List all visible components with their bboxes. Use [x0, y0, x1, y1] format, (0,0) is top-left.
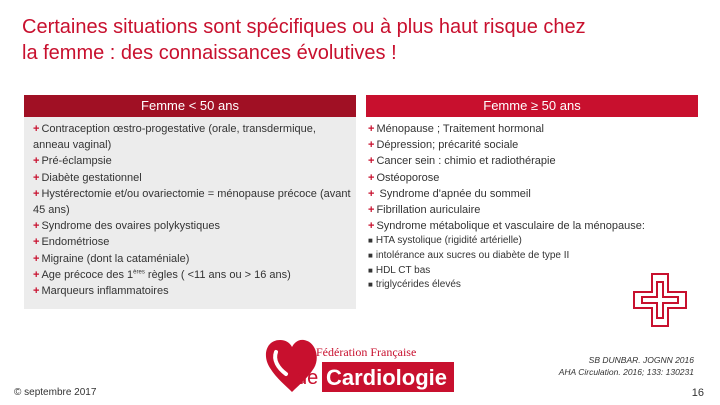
plus-icon: + [33, 268, 40, 281]
plus-icon: + [368, 139, 375, 152]
sub-list-item: ■ HTA systolique (rigidité artérielle) [368, 235, 522, 247]
reference-line-1: SB DUNBAR. JOGNN 2016 [588, 355, 694, 365]
plus-icon: + [368, 155, 375, 168]
bullet-icon: ■ [368, 265, 373, 275]
bullet-icon: ■ [368, 251, 373, 261]
right-column-header: Femme ≥ 50 ans [366, 95, 698, 117]
plus-icon: + [33, 171, 40, 184]
list-item: + Contraception œstro-progestative (orale, transdermique, anneau vaginal) [33, 123, 316, 152]
slide-title-line-1: Certaines situations sont spécifiques ou à plus haut risque chez [22, 16, 586, 38]
bullet-icon: ■ [368, 236, 373, 246]
medical-cross-icon [630, 270, 690, 330]
logo-federation-text: Fédération Française [316, 345, 417, 359]
reference-line-2: AHA Circulation. 2016; 133: 130231 [558, 367, 694, 377]
plus-icon: + [368, 187, 375, 200]
page-number: 16 [691, 387, 704, 399]
left-risk-list [33, 121, 353, 299]
plus-icon: + [33, 220, 40, 233]
sub-list-item: ■ HDL CT bas [368, 264, 431, 276]
list-item: + Endométriose [33, 236, 110, 249]
logo-cardiologie-text: Cardiologie [326, 365, 448, 390]
plus-icon: + [368, 123, 375, 135]
list-item: + Hystérectomie et/ou ovariectomie = ménopause précoce (avant 45 ans) [33, 187, 351, 217]
sub-list-item: ■ triglycérides élevés [368, 279, 461, 291]
list-item: + Dépression; précarité sociale [368, 139, 519, 152]
plus-icon: + [33, 155, 40, 168]
list-item: + Cancer sein : chimio et radiothérapie [368, 155, 556, 168]
sub-list-item: ■ intolérance aux sucres ou diabète de type II [368, 250, 570, 262]
logo-de-text: de [296, 367, 319, 389]
plus-icon: + [368, 220, 375, 233]
slide-title-line-2: la femme : des connaissances évolutives ! [22, 42, 397, 64]
list-item: + Syndrome d'apnée du sommeil [368, 187, 531, 200]
list-item: + Fibrillation auriculaire [368, 204, 481, 217]
plus-icon: + [33, 236, 40, 249]
list-item: + Syndrome des ovaires polykystiques [33, 220, 220, 233]
plus-icon: + [33, 252, 40, 265]
plus-icon: + [368, 204, 375, 217]
bullet-icon: ■ [368, 280, 373, 290]
slide-title [22, 14, 712, 66]
list-item: + Ostéoporose [368, 171, 440, 184]
list-item: + Pré-éclampsie [33, 155, 112, 168]
copyright: © septembre 2017 [14, 387, 97, 398]
list-item: + Marqueurs inflammatoires [33, 285, 169, 298]
list-item-age-menarche: + Age précoce des 1ères règles ( <11 ans ou > 16 ans) [33, 268, 291, 281]
references [394, 354, 694, 378]
list-item: + Migraine (dont la cataméniale) [33, 252, 190, 265]
list-item: + Ménopause ; Traitement hormonal [368, 123, 544, 135]
right-risk-list [368, 121, 698, 293]
plus-icon: + [33, 123, 40, 135]
plus-icon: + [33, 285, 40, 298]
list-item: + Syndrome métabolique et vasculaire de la ménopause: [368, 220, 645, 233]
left-column-header: Femme < 50 ans [24, 95, 356, 117]
plus-icon: + [33, 187, 40, 200]
plus-icon: + [368, 171, 375, 184]
list-item: + Diabète gestationnel [33, 171, 142, 184]
